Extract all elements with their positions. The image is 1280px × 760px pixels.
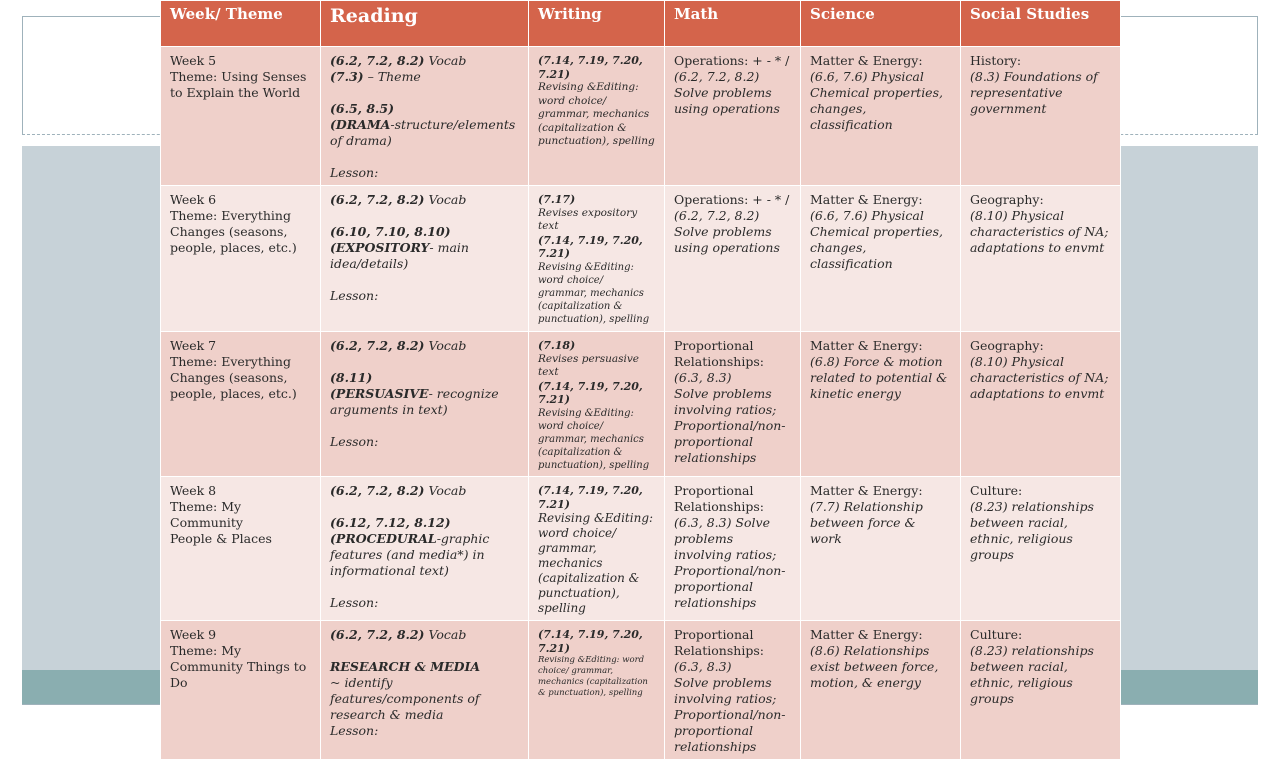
science-cell <box>801 47 961 186</box>
social-title: Geography: <box>970 192 1044 207</box>
writing-teks: (7.14, 7.19, 7.20, 7.21) <box>538 379 643 406</box>
math-title: Operations: + - * / <box>674 53 790 68</box>
math-cell <box>665 47 801 186</box>
science-cell <box>801 621 961 760</box>
week-cell <box>161 186 321 332</box>
science-desc: (6.8) Force & motion related to potential & kinetic energy <box>810 354 948 401</box>
reading-cell <box>321 477 529 621</box>
social-studies-cell <box>961 477 1121 621</box>
table-row <box>161 332 1121 477</box>
week-label: Week 5 <box>170 53 217 68</box>
writing-desc: Revising &Editing: word choice/ grammar, mechanics (capitalization & punctuation), spelling <box>538 81 655 147</box>
social-studies-cell <box>961 332 1121 477</box>
science-desc: (8.6) Relationships exist between force, motion, & energy <box>810 643 939 690</box>
social-title: History: <box>970 53 1022 68</box>
header-social-studies: Social Studies <box>961 1 1121 47</box>
writing-teks: (7.14, 7.19, 7.20, 7.21) <box>538 54 643 81</box>
curriculum-table <box>160 0 1121 760</box>
header-week: Week/ Theme <box>161 1 321 47</box>
math-title: Operations: + - * / <box>674 192 790 207</box>
week-theme: Theme: My Community <box>170 499 243 530</box>
writing-teks: (7.14, 7.19, 7.20, 7.21) <box>538 233 643 260</box>
science-desc: (6.6, 7.6) Physical Chemical properties, changes, classification <box>810 208 943 271</box>
social-studies-cell <box>961 47 1121 186</box>
writing-cell <box>529 186 665 332</box>
week-theme: Theme: Everything Changes (seasons, people, places, etc.) <box>170 208 297 255</box>
reading-focus-teks: (6.5, 8.5) <box>330 101 395 116</box>
science-title: Matter & Energy: <box>810 627 923 642</box>
math-cell <box>665 332 801 477</box>
table-row <box>161 186 1121 332</box>
social-title: Culture: <box>970 483 1023 498</box>
science-cell <box>801 332 961 477</box>
math-teks: (6.2, 7.2, 8.2) Solve problems using operations <box>674 208 780 255</box>
header-row <box>161 1 1121 47</box>
math-teks: (6.3, 8.3) <box>674 659 732 674</box>
science-title: Matter & Energy: <box>810 483 923 498</box>
math-title: Proportional Relationships: <box>674 627 764 658</box>
science-title: Matter & Energy: <box>810 192 923 207</box>
week-theme: Theme: Using Senses to Explain the World <box>170 69 307 100</box>
header-math: Math <box>665 1 801 47</box>
reading-vocab: (6.2, 7.2, 8.2) Vocab <box>330 483 467 498</box>
week-label: Week 8 <box>170 483 217 498</box>
math-teks: (6.2, 7.2, 8.2) Solve problems using operations <box>674 69 780 116</box>
writing-cell <box>529 621 665 760</box>
reading-focus-teks: (8.11) <box>330 370 373 385</box>
reading-focus: (DRAMA-structure/elements of drama) <box>330 117 516 148</box>
writing-pre-teks: (7.18) <box>538 339 576 352</box>
week-cell <box>161 332 321 477</box>
science-title: Matter & Energy: <box>810 53 923 68</box>
math-cell <box>665 477 801 621</box>
science-desc: (7.7) Relationship between force & work <box>810 499 923 546</box>
math-title: Proportional Relationships: <box>674 483 764 514</box>
reading-vocab: (6.2, 7.2, 8.2) Vocab <box>330 627 467 642</box>
social-studies-cell <box>961 621 1121 760</box>
reading-focus: (EXPOSITORY- main idea/details) <box>330 240 469 271</box>
science-title: Matter & Energy: <box>810 338 923 353</box>
table-row <box>161 621 1121 760</box>
reading-lesson: Lesson: <box>330 434 379 449</box>
writing-pre-desc: Revises persuasive text <box>538 352 639 378</box>
math-cell <box>665 186 801 332</box>
science-cell <box>801 186 961 332</box>
math-cell <box>665 621 801 760</box>
reading-lesson: Lesson: <box>330 723 379 738</box>
social-desc: (8.10) Physical characteristics of NA; adaptations to envmt <box>970 208 1109 255</box>
writing-cell <box>529 47 665 186</box>
week-theme-sub: People & Places <box>170 531 272 546</box>
reading-focus-teks: (6.10, 7.10, 8.10) <box>330 224 451 239</box>
math-title: Proportional Relationships: <box>674 338 764 369</box>
social-desc: (8.3) Foundations of representative government <box>970 69 1098 116</box>
week-cell <box>161 621 321 760</box>
week-theme: Theme: Everything Changes (seasons, people, places, etc.) <box>170 354 297 401</box>
reading-vocab: (6.2, 7.2, 8.2) Vocab <box>330 192 467 207</box>
header-writing: Writing <box>529 1 665 47</box>
math-desc: Solve problems involving ratios; Proportional/non-proportional relationships <box>674 675 786 754</box>
reading-lesson: Lesson: <box>330 595 379 610</box>
week-cell <box>161 477 321 621</box>
social-title: Geography: <box>970 338 1044 353</box>
science-desc: (6.6, 7.6) Physical Chemical properties, changes, classification <box>810 69 943 132</box>
writing-cell <box>529 477 665 621</box>
science-cell <box>801 477 961 621</box>
week-theme: Theme: My Community Things to Do <box>170 643 307 690</box>
week-label: Week 7 <box>170 338 217 353</box>
social-desc: (8.23) relationships between racial, ethnic, religious groups <box>970 643 1094 706</box>
reading-vocab: (6.2, 7.2, 8.2) Vocab <box>330 338 467 353</box>
writing-teks: (7.14, 7.19, 7.20, 7.21) <box>538 484 643 511</box>
math-teks: (6.3, 8.3) <box>674 370 732 385</box>
reading-focus-teks: (6.12, 7.12, 8.12) <box>330 515 451 530</box>
writing-desc: Revising &Editing: word choice/ grammar, mechanics (capitalization & punctuation), spelling <box>538 261 650 325</box>
reading-lesson: Lesson: <box>330 288 379 303</box>
week-label: Week 6 <box>170 192 217 207</box>
table-row <box>161 47 1121 186</box>
reading-theme: (7.3) – Theme <box>330 69 421 84</box>
social-desc: (8.10) Physical characteristics of NA; adaptations to envmt <box>970 354 1109 401</box>
reading-focus: (PROCEDURAL-graphic features (and media*) in informational text) <box>330 531 490 578</box>
writing-desc: Revising &Editing: word choice/ grammar, mechanics (capitalization & punctuation), spelling <box>538 655 648 698</box>
reading-cell <box>321 186 529 332</box>
writing-pre-teks: (7.17) <box>538 193 576 206</box>
writing-desc: Revising &Editing: word choice/ grammar, mechanics (capitalization & punctuation), spelling <box>538 511 654 615</box>
writing-pre-desc: Revises expository text <box>538 206 638 232</box>
reading-focus: (PERSUASIVE- recognize arguments in text) <box>330 386 499 417</box>
reading-cell <box>321 332 529 477</box>
math-teks: (6.3, 8.3) Solve problems involving ratios; Proportional/non-proportional relationships <box>674 515 786 610</box>
social-studies-cell <box>961 186 1121 332</box>
reading-focus-genre: RESEARCH & MEDIA <box>330 659 481 674</box>
writing-teks: (7.14, 7.19, 7.20, 7.21) <box>538 628 643 655</box>
writing-cell <box>529 332 665 477</box>
reading-lesson: Lesson: <box>330 165 379 180</box>
header-science: Science <box>801 1 961 47</box>
social-desc: (8.23) relationships between racial, ethnic, religious groups <box>970 499 1094 562</box>
week-cell <box>161 47 321 186</box>
reading-focus-desc: ~ identify features/components of research & media <box>330 675 480 722</box>
header-reading: Reading <box>321 1 529 47</box>
reading-cell <box>321 621 529 760</box>
math-desc: Solve problems involving ratios; Proportional/non-proportional relationships <box>674 386 786 465</box>
table-row <box>161 477 1121 621</box>
reading-cell <box>321 47 529 186</box>
reading-vocab: (6.2, 7.2, 8.2) Vocab <box>330 53 467 68</box>
writing-desc: Revising &Editing: word choice/ grammar, mechanics (capitalization & punctuation), spelling <box>538 407 650 471</box>
social-title: Culture: <box>970 627 1023 642</box>
week-label: Week 9 <box>170 627 217 642</box>
